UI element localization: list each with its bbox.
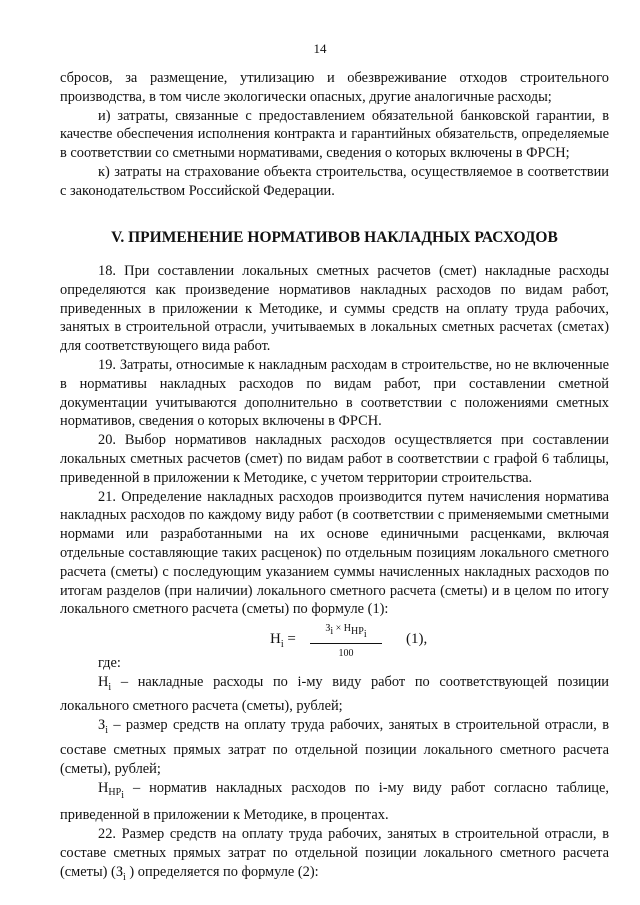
page-number: 14 (313, 41, 327, 56)
formula-denominator: 100 (338, 648, 354, 659)
formula-reference: (1), (406, 631, 428, 647)
paragraph-item-i: и) затраты, связанные с предоставлением обязательной банковской гарантии, в качестве обеспечения исполнения контракта и гарантийных обязательств, определяемые в соответствии со сметными нормативами, сведения о которых включены в ФРСН; (60, 107, 609, 162)
where-label: где: (98, 655, 121, 671)
paragraph-22: 22. Размер средств на оплату труда рабочих, занятых в строительной отрасли, в составе сметных прямых затрат по отдельной позиции локального сметного расчета (сметы) ($З_i$ ) определяется по формуле (2): (60, 826, 609, 883)
definitions (60, 654, 609, 887)
definition-n: $Н_{НР_i}$ – норматив накладных расходов по i-му виду работ согласно таблице, приведенной в приложении к Методике, в процентах. (60, 779, 609, 824)
definition-h: $Н_i$ – накладные расходы по i-му виду работ по соответствующей позиции локального сметного расчета (сметы), рублей; (60, 673, 609, 715)
paragraph-20: 20. Выбор нормативов накладных расходов осуществляется при составлении локальных сметных расчетов (смет) по видам работ в соответствии с графой 6 таблицы, приведенной в приложении к Методике, с учетом территории строительства. (60, 432, 609, 486)
section-heading: V. ПРИМЕНЕНИЕ НОРМАТИВОВ НАКЛАДНЫХ РАСХОДОВ (111, 229, 558, 246)
paragraph-19: 19. Затраты, относимые к накладным расходам в строительстве, но не включенные в нормативы накладных расходов по видам работ, при составлении сметной документации учитываются дополнительно в соответствии с положениями сметных нормативов, сведения о которых включены в ФРСН. (60, 356, 609, 430)
paragraph-item-k: к) затраты на страхование объекта строительства, осуществляемое в соответствии с законодательством Российской Федерации. (60, 163, 609, 199)
section-iv-end (60, 69, 609, 201)
section-v-body (60, 262, 609, 619)
paragraph-18: 18. При составлении локальных сметных расчетов (смет) накладные расходы определяются как произведение нормативов накладных расходов по видам работ, приведенных в приложении к Методике, и суммы средств на оплату труда рабочих, занятых в строительной отрасли, учитываемых в локальных сметных расчетах (сметах) для соответствующего вида работ. (60, 263, 609, 355)
paragraph-continuation: сбросов, за размещение, утилизацию и обезвреживание отходов строительного производства, в том числе экологически опасных, другие аналогичные расходы; (60, 70, 609, 105)
definition-z: $З_i$ – размер средств на оплату труда рабочих, занятых в строительной отрасли, в составе сметных прямых затрат по отдельной позиции локального сметного расчета (сметы), рублей; (60, 717, 609, 777)
formula-lhs: $Н_i$ = (270, 631, 296, 650)
formula-numerator: $З_i \times Н_{НР_i}$ (310, 622, 382, 644)
paragraph-21: 21. Определение накладных расходов производится путем начисления норматива накладных расходов по каждому виду работ (в соответствии с применяемыми сметными нормами или разработанными на их основе единичными расценками, включая отдельные составляющие таких расценок) по отдельным позициям локального сметного расчета (сметы) с последующим указанием суммы начисленных накладных расходов по итогам разделов (при наличии) локального сметного расчета (сметы) и в целом по итогу локального сметного расчета (сметы) по формуле (1): (60, 488, 609, 618)
